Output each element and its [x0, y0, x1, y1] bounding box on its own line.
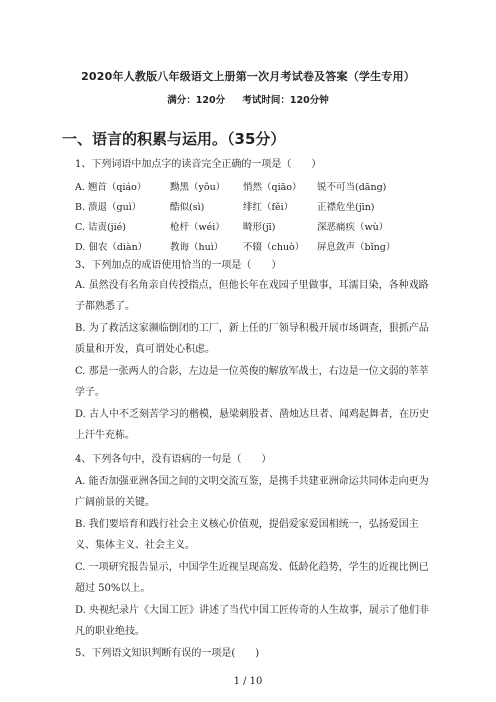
option-c-word-2: 枪杆（wéi）	[170, 222, 225, 233]
question-3-option-d: D. 古人中不乏刻苦学习的楷模，悬梁刺股者、凿烛达旦者、闻鸡起舞者，在历史上汗牛充栋。	[75, 409, 430, 441]
question-3-option-c: C. 那是一张两人的合影，左边是一位英俊的解放军战士，右边是一位文弱的莘莘学子。	[75, 366, 429, 398]
document-title: 2020年人教版八年级语文上册第一次月考试卷及答案（学生专用）	[81, 70, 415, 83]
option-b-word-2: 酷似(sì)	[170, 202, 205, 213]
option-d-word-3: 不辍（chuò）	[243, 242, 305, 253]
exam-meta	[0, 92, 496, 106]
exam-time: 考试时间：120分钟	[242, 95, 329, 106]
option-d-word-4: 屏息敛声（bǐng）	[317, 242, 396, 253]
page-number: 1 / 10	[233, 676, 263, 687]
question-4-option-a: A. 能否加强亚洲各国之间的文明交流互鉴，是携手共建亚洲命运共同体走向更为广阔前景的关键。	[75, 476, 429, 508]
section-heading: 一、语言的积累与运用。（35分）	[62, 130, 286, 148]
option-a-word-2: 黝黑（yǒu）	[170, 182, 226, 193]
question-4-option-d: D. 央视纪录片《大国工匠》讲述了当代中国工匠传奇的人生故事，展示了他们非凡的职业绝技。	[75, 605, 430, 637]
option-a-word-1: A. 翘首（qiáo）	[75, 182, 147, 193]
question-3-option-b: B. 为了救活这家濒临倒闭的工厂，新上任的厂领导积极开展市场调查，狠抓产品质量和开发，真可谓处心积虑。	[75, 323, 429, 355]
question-4-option-c: C. 一项研究报告显示，中国学生近视呈现高发、低龄化趋势，学生的近视比例已超过 50%以上。	[75, 562, 429, 594]
question-5-stem: 5、下列语文知识判断有误的一项是( )	[75, 648, 260, 659]
option-c-word-4: 深恶痛疾（wù）	[317, 222, 389, 233]
option-a-word-3: 悄然（qiāo）	[243, 182, 302, 193]
question-4-stem: 4、下列各句中，没有语病的一句是（ ）	[75, 454, 272, 465]
question-1-stem: 1、下列词语中加点字的读音完全正确的一项是（ ）	[75, 159, 322, 170]
option-b-word-3: 绯红（fěi）	[243, 202, 294, 213]
option-c-word-3: 畸形(jī)	[243, 222, 276, 233]
option-b-word-4: 正襟危坐(jīn)	[317, 202, 375, 213]
option-b-word-1: B. 溃退（guì）	[75, 202, 142, 213]
full-score: 满分：120分	[167, 95, 226, 106]
option-a-word-4: 锐不可当(dāng)	[317, 182, 387, 193]
option-d-word-2: 教诲（huì）	[170, 242, 224, 253]
question-3-option-a: A. 虽然没有名角亲自传授指点，但他长年在戏园子里做事，耳濡目染，各种戏路子都熟悉了。	[75, 280, 429, 312]
question-3-stem: 3、下列加点的成语使用恰当的一项是（ ）	[75, 260, 282, 271]
option-c-word-1: C. 诘责(jié)	[75, 222, 126, 233]
question-4-option-b: B. 我们要培育和践行社会主义核心价值观，提倡爱家爱国相统一，弘扬爱国主义、集体主义、社会主义。	[75, 519, 419, 551]
option-d-word-1: D. 佃农（diàn）	[75, 242, 148, 253]
